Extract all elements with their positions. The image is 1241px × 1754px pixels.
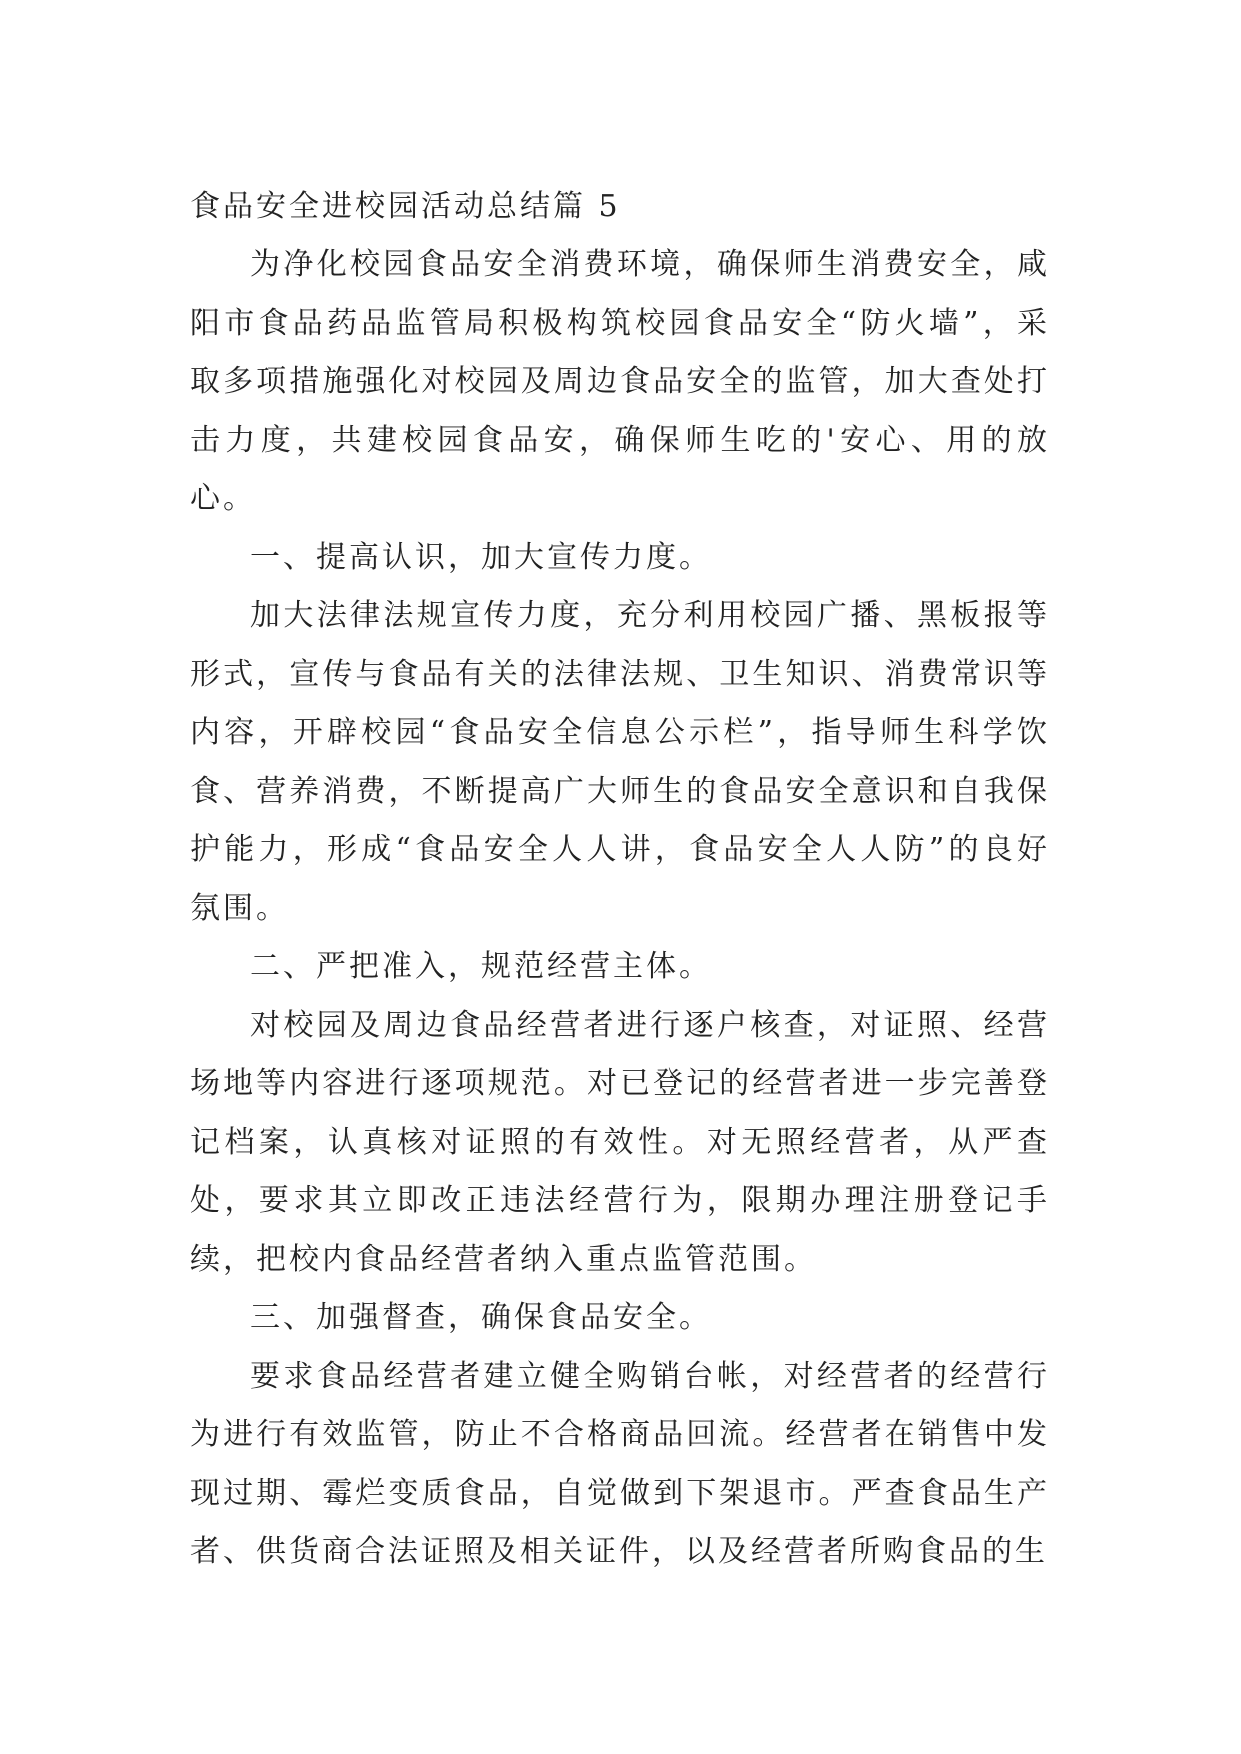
paragraph-section-3: 要求食品经营者建立健全购销台帐，对经营者的经营行为进行有效监管，防止不合格商品回流。经营者在销售中发现过期、霉烂变质食品，自觉做到下架退市。严查食品生产者、供货商合法证照及相关证件，以及经营者所购食品的生 — [190, 1358, 1050, 1569]
paragraph-section-2: 对校园及周边食品经营者进行逐户核查，对证照、经营场地等内容进行逐项规范。对已登记的经营者进一步完善登记档案，认真核对证照的有效性。对无照经营者，从严查处，要求其立即改正违法经营行为，限期办理注册登记手续，把校内食品经营者纳入重点监管范围。 — [190, 1007, 1050, 1277]
section-heading-3: 三、加强督查，确保食品安全。 — [250, 1300, 712, 1335]
paragraph-intro: 为净化校园食品安全消费环境，确保师生消费安全，咸阳市食品药品监管局积极构筑校园食品安全“防火墙”，采取多项措施强化对校园及周边食品安全的监管，加大查处打击力度，共建校园食品安，确保师生吃的'安心、用的放心。 — [190, 247, 1050, 516]
section-heading-2: 二、严把准入，规范经营主体。 — [250, 949, 712, 984]
paragraph-section-1: 加大法律法规宣传力度，充分利用校园广播、黑板报等形式，宣传与食品有关的法律法规、卫生知识、消费常识等内容，开辟校园“食品安全信息公示栏”，指导师生科学饮食、营养消费，不断提高广大师生的食品安全意识和自我保护能力，形成“食品安全人人讲，食品安全人人防”的良好氛围。 — [190, 598, 1050, 926]
document-title: 食品安全进校园活动总结篇 5 — [190, 189, 621, 224]
document-body — [190, 178, 1050, 1582]
section-heading-1: 一、提高认识，加大宣传力度。 — [250, 539, 712, 575]
